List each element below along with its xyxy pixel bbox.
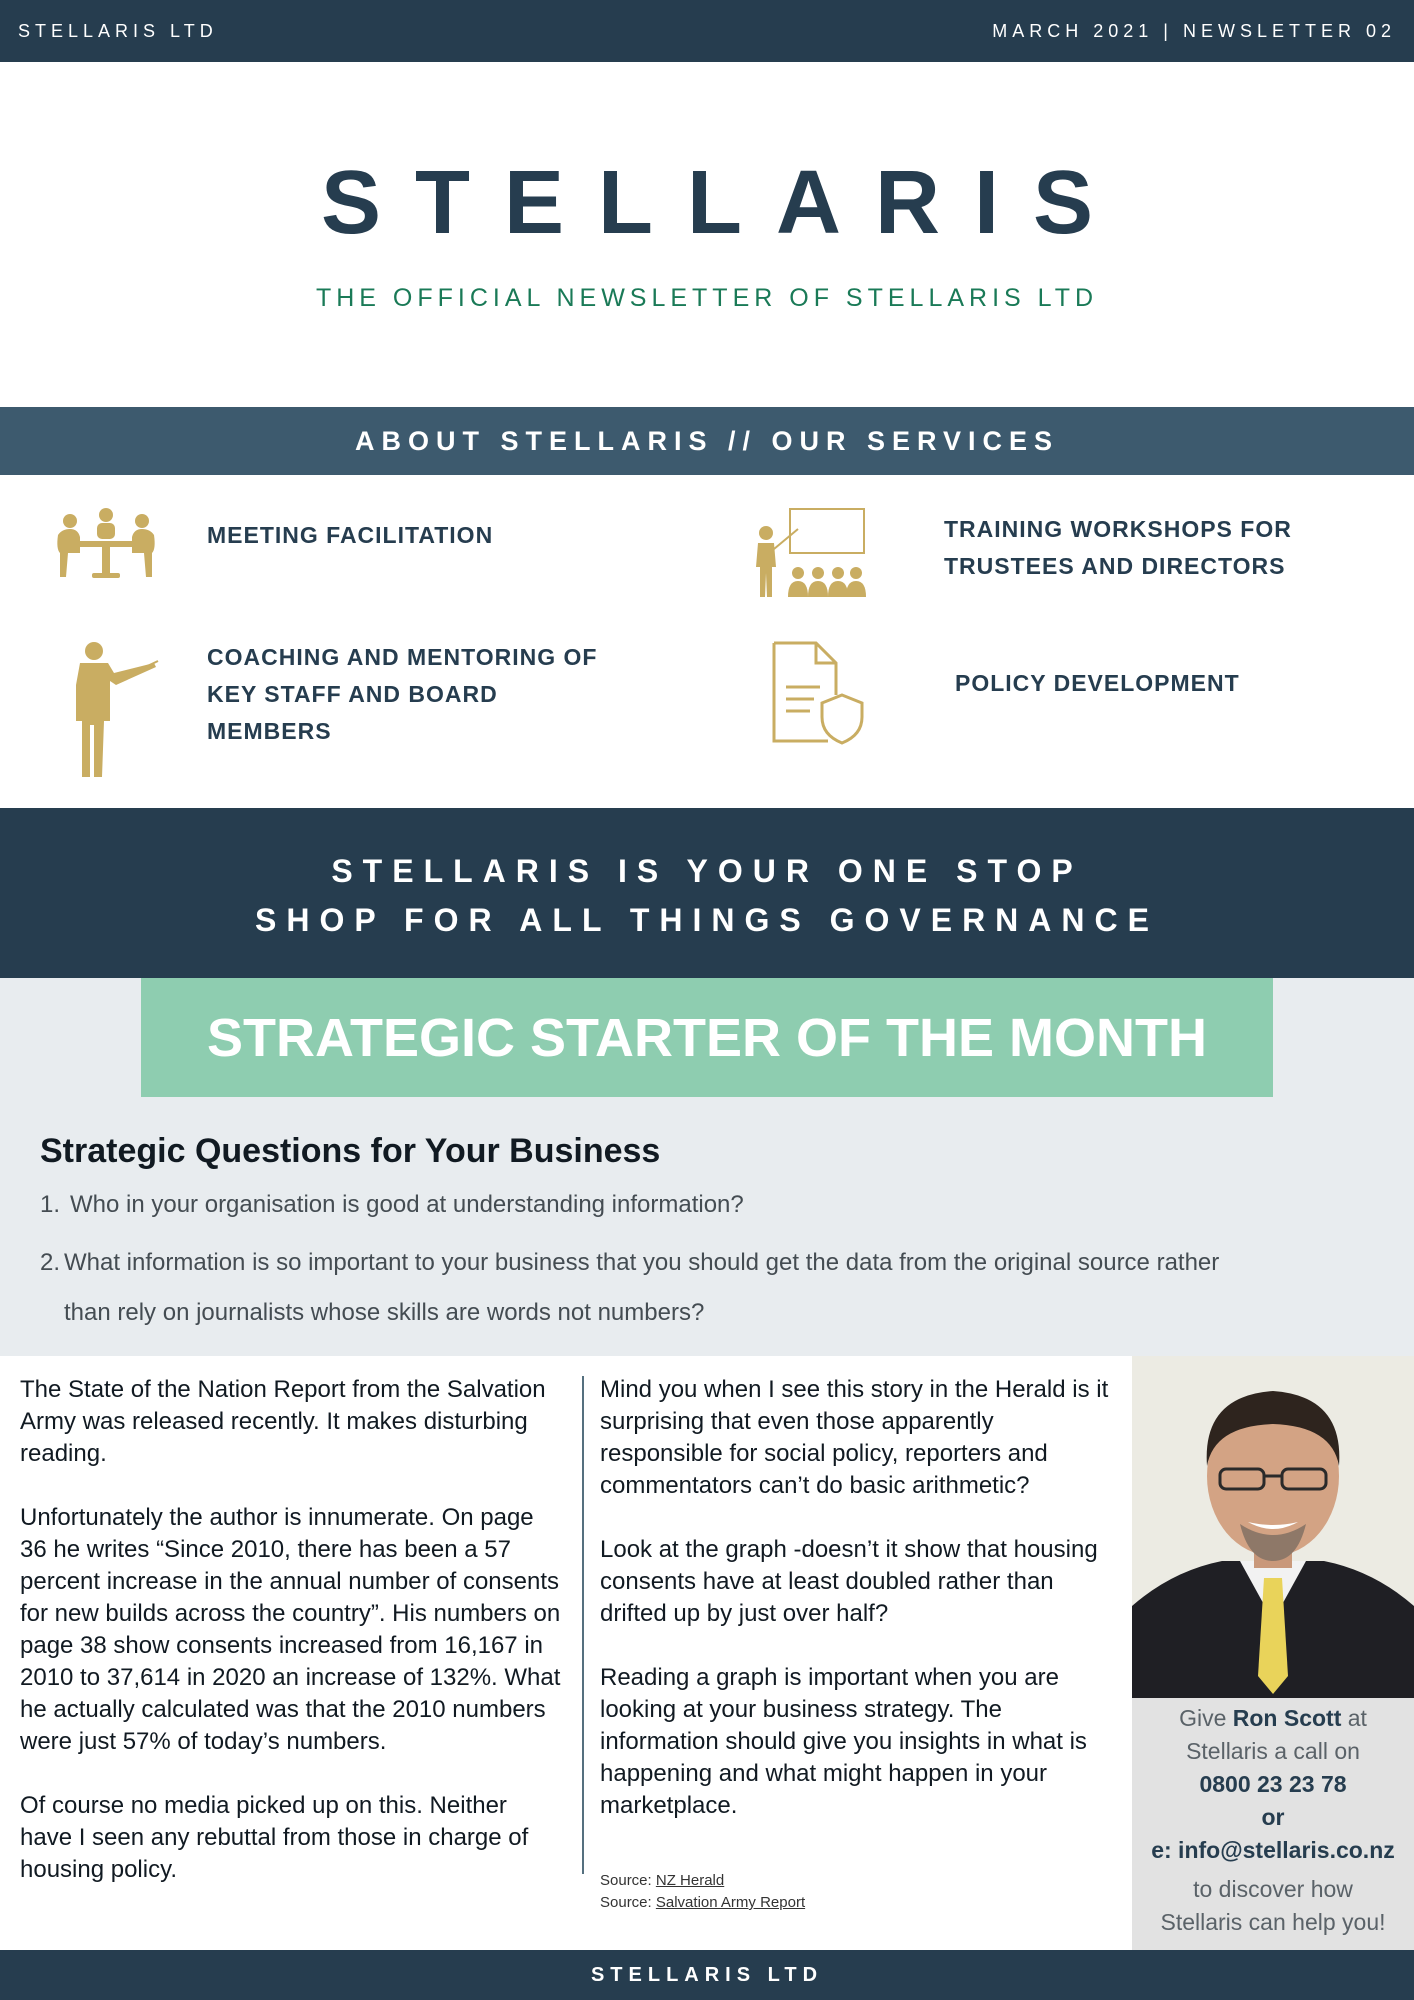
one-stop-line-2: SHOP FOR ALL THINGS GOVERNANCE <box>255 902 1159 938</box>
paragraph: Look at the graph -doesn’t it show that housing consents have at least doubled rather than drifted up by just over half? <box>600 1536 1098 1627</box>
contact-line-1: Give Ron Scott at <box>1179 1705 1367 1731</box>
nz-herald-link[interactable]: NZ Herald <box>655 1872 725 1889</box>
question-number: 2. <box>40 1249 61 1276</box>
article-column-1 <box>20 1374 562 1918</box>
contact-line-2: Stellaris a call on <box>1186 1738 1360 1764</box>
paragraph: Mind you when I see this story in the Herald is it surprising that even those apparently responsible for social policy, reporters and commentators can’t do basic arithmetic? <box>600 1376 1109 1499</box>
source-line: Source: Salvation Army Report <box>600 1894 806 1911</box>
paragraph: Unfortunately the author is innumerate. On page 36 he writes “Since 2010, there has been a 57 percent increase in the annual number of consents for new builds across the country”. His numbers on page 38 show consents increased from 16,167 in 2010 to 37,614 in 2020 an increase of 132%. What he actually calculated was that the 2010 numbers were just 57% of today’s numbers. <box>20 1504 561 1755</box>
newsletter-title: STELLARIS <box>320 153 1127 253</box>
contact-or: or <box>1261 1804 1285 1830</box>
one-stop-banner <box>0 808 1414 978</box>
issue-date: MARCH 2021 | NEWSLETTER 02 <box>992 20 1396 41</box>
one-stop-line-1: STELLARIS IS YOUR ONE STOP <box>331 853 1083 889</box>
service-policy-development: POLICY DEVELOPMENT <box>955 670 1240 696</box>
meeting-table-icon <box>54 507 158 587</box>
question-1 <box>40 1180 1380 1230</box>
question-text: than rely on journalists whose skills are words not numbers? <box>64 1299 705 1326</box>
paragraph: Reading a graph is important when you are looking at your business strategy. The information should give you insights in what is happening and what might happen in your marketplace. <box>600 1664 1087 1819</box>
question-number: 1. <box>40 1191 61 1218</box>
service-meeting-facilitation: MEETING FACILITATION <box>207 522 494 548</box>
article-column-2 <box>600 1374 1110 1854</box>
newsletter-subtitle: THE OFFICIAL NEWSLETTER OF STELLARIS LTD <box>315 284 1099 312</box>
contact-phone[interactable]: 0800 23 23 78 <box>1199 1771 1347 1797</box>
question-2 <box>40 1238 1400 1338</box>
strategic-heading: Strategic Questions for Your Business <box>40 1132 661 1170</box>
contact-email[interactable]: e: info@stellaris.co.nz <box>1151 1837 1395 1863</box>
masthead <box>0 62 1414 407</box>
footer: STELLARIS LTD <box>0 1950 1414 2000</box>
question-text: What information is so important to your business that you should get the data from the original source rather <box>64 1249 1220 1276</box>
salvation-army-report-link[interactable]: Salvation Army Report <box>655 1894 806 1911</box>
strategic-section <box>0 978 1414 1356</box>
top-bar <box>0 0 1414 62</box>
question-text: Who in your organisation is good at understanding information? <box>70 1191 744 1218</box>
paragraph: Of course no media picked up on this. Neither have I seen any rebuttal from those in charge of housing policy. <box>20 1792 529 1883</box>
paragraph: The State of the Nation Report from the Salvation Army was released recently. It makes disturbing reading. <box>20 1376 546 1467</box>
strategic-banner: STRATEGIC STARTER OF THE MONTH <box>141 978 1273 1097</box>
document-shield-icon <box>770 641 866 745</box>
portrait-photo <box>1132 1356 1414 1698</box>
presenter-icon <box>64 641 160 781</box>
column-divider <box>582 1376 584 1874</box>
contact-line-6: to discover how <box>1193 1876 1353 1902</box>
contact-name: Ron Scott <box>1232 1705 1342 1731</box>
contact-line-7: Stellaris can help you! <box>1160 1909 1386 1935</box>
services-heading: ABOUT STELLARIS // OUR SERVICES <box>0 407 1414 475</box>
company-name: STELLARIS LTD <box>18 20 218 41</box>
service-coaching-mentoring: COACHING AND MENTORING OF KEY STAFF AND BOARD MEMBERS <box>207 644 598 744</box>
contact-box <box>1132 1356 1414 1950</box>
presentation-board-icon <box>754 507 866 599</box>
service-training-workshops: TRAINING WORKSHOPS FOR TRUSTEES AND DIRECTORS <box>944 516 1292 579</box>
services-section <box>0 475 1414 808</box>
sources <box>600 1870 805 1914</box>
contact-text <box>1132 1702 1414 1939</box>
source-line: Source: NZ Herald <box>600 1872 725 1889</box>
